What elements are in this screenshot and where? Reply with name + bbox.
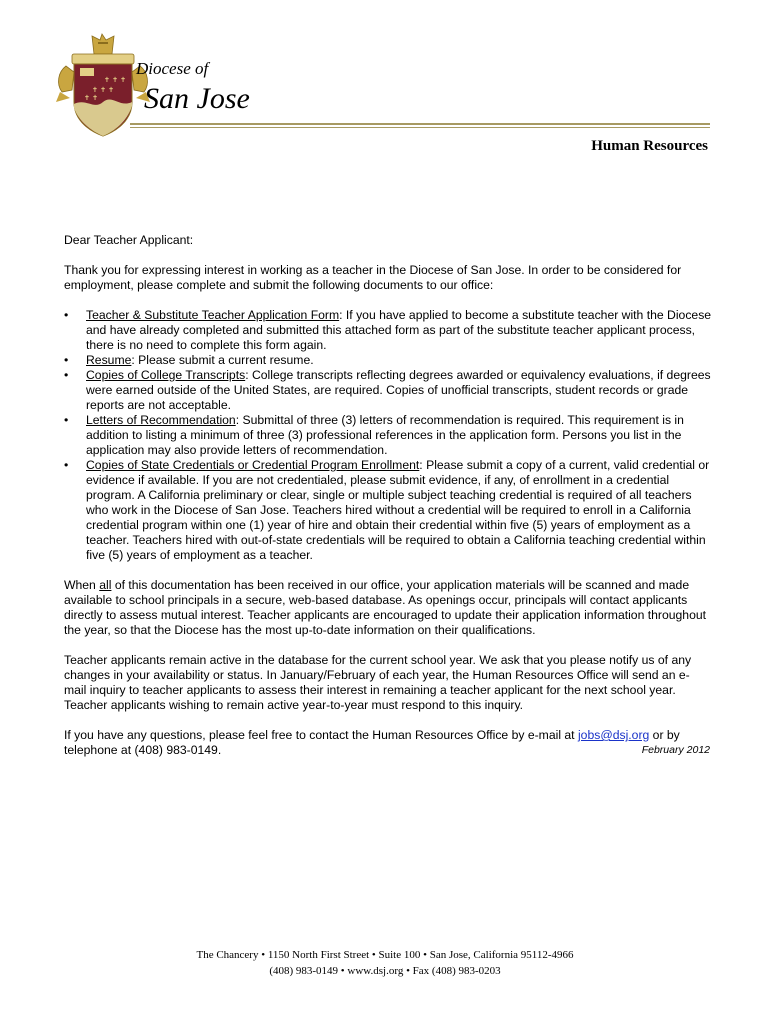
department-title: Human Resources <box>591 138 708 154</box>
header-rule-thin <box>130 127 710 128</box>
list-item <box>64 413 712 458</box>
item-text: : College transcripts reflecting degrees awarded or equivalency evaluations, if degrees were earned outside of the United States, are required. Copies of unofficial transcripts, student records or grade reports are not acceptable. <box>86 368 711 412</box>
salutation: Dear Teacher Applicant: <box>64 233 194 247</box>
bullet: • <box>64 353 69 367</box>
item-title: Teacher & Substitute Teacher Application Form <box>86 308 340 322</box>
item-title: Copies of State Credentials or Credential Program Enrollment <box>86 458 420 472</box>
logo-line-2: San Jose <box>144 82 250 115</box>
item-title: Resume <box>86 353 132 367</box>
item-title: Copies of College Transcripts <box>86 368 246 382</box>
footer-contact: (408) 983-0149 • www.dsj.org • Fax (408) 983-0203 <box>269 965 501 977</box>
mitre-icon <box>92 34 114 54</box>
contact-phone-text: or by telephone at (408) 983-0149. <box>64 728 680 757</box>
logo-line-1: Diocese of <box>136 59 209 78</box>
header-rule <box>130 123 710 125</box>
list-item <box>64 308 712 353</box>
bullet: • <box>64 458 69 472</box>
processing-paragraph <box>64 578 712 638</box>
para1-emphasis: all <box>99 578 112 592</box>
intro-paragraph: Thank you for expressing interest in working as a teacher in the Diocese of San Jose. In order to be considered for employment, please complete and submit the following documents to our office: <box>64 263 682 292</box>
letter-body <box>64 233 712 773</box>
shield-icon <box>74 64 132 136</box>
footer-address: The Chancery • 1150 North First Street • Suite 100 • San Jose, California 95112-4966 <box>196 949 574 961</box>
contact-text: If you have any questions, please feel free to contact the Human Resources Office by e-mail at <box>64 728 578 742</box>
para1-start: When <box>64 578 100 592</box>
svg-text:✝ ✝: ✝ ✝ <box>84 94 98 102</box>
letter-date: February 2012 <box>641 744 710 756</box>
item-text: : Please submit a copy of a current, valid credential or evidence if available. If you are not credentialed, please submit evidence, if any, of enrollment in a credential program. A California preliminary or clear, single or multiple subject teaching credential is required of all teachers who work in the Diocese of San Jose. Teachers hired without a credential will be required to enroll in a California credential program within one (1) year of hire and obtain their credential within five (5) years of employment as a teacher. Teachers hired with out-of-state credentials will be required to obtain a California teaching credential within five (5) years of employment as a teacher. <box>86 458 710 562</box>
contact-paragraph <box>64 728 712 758</box>
database-paragraph: Teacher applicants remain active in the database for the current school year. We ask that you please notify us of any changes in your availability or status. In January/February of each year, the Human Resources Office will send an e-mail inquiry to teacher applicants to assess their interest in remaining a teacher applicant for the next school year. Teacher applicants wishing to remain active year-to-year must respond to this inquiry. <box>64 653 692 712</box>
para1-end: of this documentation has been received in our office, your application materials will be scanned and made available to school principals in a secure, web-based database. As openings occur, principals will contact applicants directly to assess mutual interest. Teacher applicants are encouraged to update their application information throughout the year, so that the Diocese has the most up-to-date information on their qualifications. <box>64 578 707 637</box>
list-item <box>64 353 712 368</box>
document-list <box>64 308 712 563</box>
list-item <box>64 368 712 413</box>
item-text: : Submittal of three (3) letters of recommendation is required. This requirement is in addition to listing a minimum of three (3) professional references in the application form. Persons you list in the application may also provide letters of recommendation. <box>86 413 684 457</box>
item-text: : If you have applied to become a substitute teacher with the Diocese and have already completed and submitted this attached form as part of the substitute teacher applicant process, there is no need to complete this form again. <box>86 308 712 352</box>
email-link[interactable]: jobs@dsj.org <box>577 728 650 742</box>
svg-text:✝ ✝ ✝: ✝ ✝ ✝ <box>104 76 127 84</box>
list-item <box>64 458 712 563</box>
bullet: • <box>64 308 69 322</box>
item-title: Letters of Recommendation <box>86 413 236 427</box>
svg-text:✝ ✝ ✝: ✝ ✝ ✝ <box>92 86 115 94</box>
item-text: : Please submit a current resume. <box>131 353 314 367</box>
bullet: • <box>64 413 69 427</box>
bullet: • <box>64 368 69 382</box>
